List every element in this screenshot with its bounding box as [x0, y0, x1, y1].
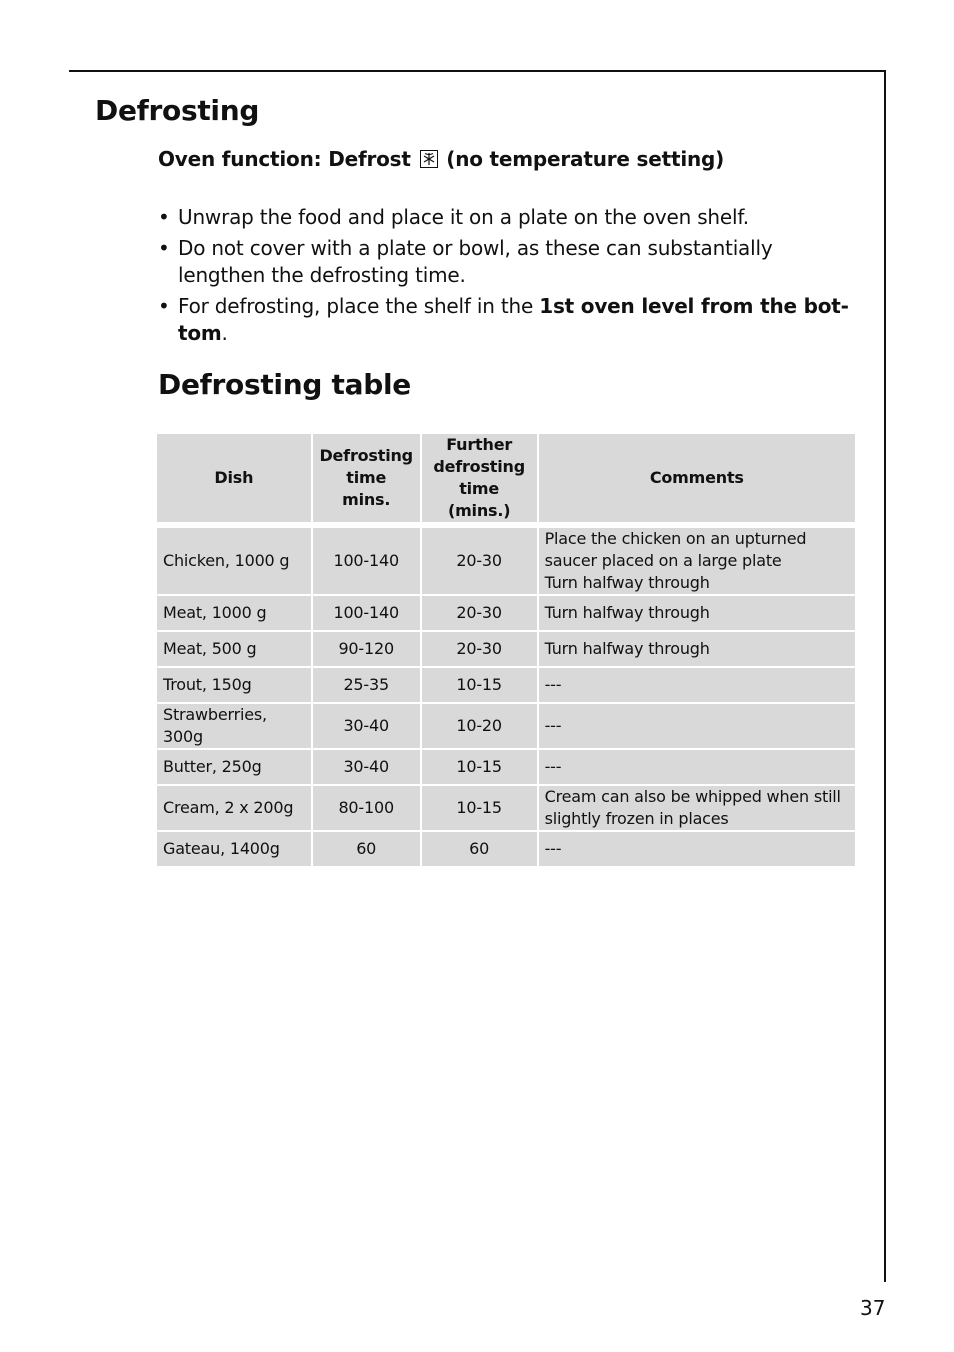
oven-function-heading: [158, 147, 724, 171]
comment-line: saucer placed on a large plate: [544, 551, 782, 570]
header-line: Defrosting: [319, 446, 413, 465]
gap-cell: [539, 524, 855, 526]
defrosting-time-cell: 90-120: [313, 632, 420, 666]
page-title: Defrosting: [95, 94, 260, 127]
table-body: [157, 524, 855, 866]
comments-cell: [539, 528, 855, 594]
header-dish: [157, 434, 311, 522]
shelf-level-emphasis: 1st oven level from the bot-tom: [178, 294, 849, 345]
header-line: mins.: [342, 490, 391, 509]
table-row: [157, 668, 855, 702]
defrosting-time-cell: 100-140: [313, 528, 420, 594]
dish-line: Meat, 1000 g: [163, 603, 267, 622]
oven-function-note: (no temperature setting): [446, 147, 725, 171]
instruction-text-suffix: .: [221, 321, 228, 345]
instruction-text: Do not cover with a plate or bowl, as these can substantially lengthen the defrosting time.: [178, 236, 773, 287]
row-gap: [157, 524, 855, 526]
comments-cell: [539, 750, 855, 784]
defrosting-time-cell: 60: [313, 832, 420, 866]
defrosting-time-cell: 30-40: [313, 704, 420, 748]
page-number: 37: [860, 1296, 886, 1320]
table-header-row: [157, 434, 855, 522]
defrosting-time-cell: 100-140: [313, 596, 420, 630]
further-time-cell: 20-30: [422, 528, 537, 594]
gap-cell: [157, 524, 311, 526]
bullet-dot: •: [158, 205, 170, 229]
comment-line: slightly frozen in places: [544, 809, 729, 828]
defrosting-time-cell: 30-40: [313, 750, 420, 784]
oven-function-label: Oven function: Defrost: [158, 147, 411, 171]
instruction-text-prefix: For defrosting, place the shelf in the: [178, 294, 540, 318]
comments-cell: [539, 832, 855, 866]
further-time-cell: 10-15: [422, 668, 537, 702]
dish-line: Trout, 150g: [163, 675, 252, 694]
further-time-cell: 10-15: [422, 786, 537, 830]
dish-cell: [157, 596, 311, 630]
dish-cell: [157, 668, 311, 702]
gap-cell: [313, 524, 420, 526]
comments-cell: [539, 632, 855, 666]
defrosting-time-cell: 25-35: [313, 668, 420, 702]
instruction-item: [158, 235, 858, 289]
further-time-cell: 10-20: [422, 704, 537, 748]
instruction-list: [158, 204, 858, 351]
table-row: [157, 704, 855, 748]
further-time-cell: 10-15: [422, 750, 537, 784]
header-line: Further: [446, 435, 513, 454]
table-row: [157, 786, 855, 830]
dish-line: Chicken, 1000 g: [163, 551, 290, 570]
comments-cell: [539, 668, 855, 702]
dish-line: 300g: [163, 727, 203, 746]
defrost-icon: [420, 150, 438, 168]
header-comments: [539, 434, 855, 522]
header-line: time (mins.): [447, 479, 511, 520]
dish-cell: [157, 704, 311, 748]
comment-line: Turn halfway through: [544, 639, 710, 658]
dish-cell: [157, 632, 311, 666]
comment-line: Turn halfway through: [544, 603, 710, 622]
gap-cell: [422, 524, 537, 526]
header-line: defrosting: [433, 457, 525, 476]
comments-cell: [539, 596, 855, 630]
defrosting-time-cell: 80-100: [313, 786, 420, 830]
table-title: Defrosting table: [158, 368, 411, 401]
comment-line: ---: [544, 839, 562, 858]
header-further-time: [422, 434, 537, 522]
dish-line: Meat, 500 g: [163, 639, 257, 658]
instruction-item: [158, 293, 858, 347]
bullet-dot: •: [158, 236, 170, 260]
dish-cell: [157, 786, 311, 830]
comment-line: Cream can also be whipped when still: [544, 787, 841, 806]
side-rule: [884, 70, 886, 1282]
dish-line: Cream, 2 x 200g: [163, 798, 294, 817]
further-time-cell: 20-30: [422, 632, 537, 666]
comment-line: ---: [544, 716, 562, 735]
comments-cell: [539, 786, 855, 830]
further-time-cell: 20-30: [422, 596, 537, 630]
comment-line: ---: [544, 757, 562, 776]
further-time-cell: 60: [422, 832, 537, 866]
table-row: [157, 528, 855, 594]
header-line: Dish: [214, 468, 254, 487]
header-line: Comments: [649, 468, 744, 487]
top-rule: [69, 70, 886, 72]
bullet-dot: •: [158, 294, 170, 318]
table-row: [157, 750, 855, 784]
dish-line: Gateau, 1400g: [163, 839, 280, 858]
dish-cell: [157, 528, 311, 594]
dish-line: Butter, 250g: [163, 757, 262, 776]
dish-line: Strawberries,: [163, 705, 267, 724]
comments-cell: [539, 704, 855, 748]
comment-line: Place the chicken on an upturned: [544, 529, 807, 548]
dish-cell: [157, 832, 311, 866]
header-line: time: [346, 468, 387, 487]
dish-cell: [157, 750, 311, 784]
instruction-item: [158, 204, 858, 231]
comment-line: Turn halfway through: [544, 573, 710, 592]
header-defrosting-time: [313, 434, 420, 522]
table-row: [157, 596, 855, 630]
defrosting-table: [155, 432, 857, 868]
table-row: [157, 632, 855, 666]
table-row: [157, 832, 855, 866]
comment-line: ---: [544, 675, 562, 694]
instruction-text: Unwrap the food and place it on a plate on the oven shelf.: [178, 205, 749, 229]
